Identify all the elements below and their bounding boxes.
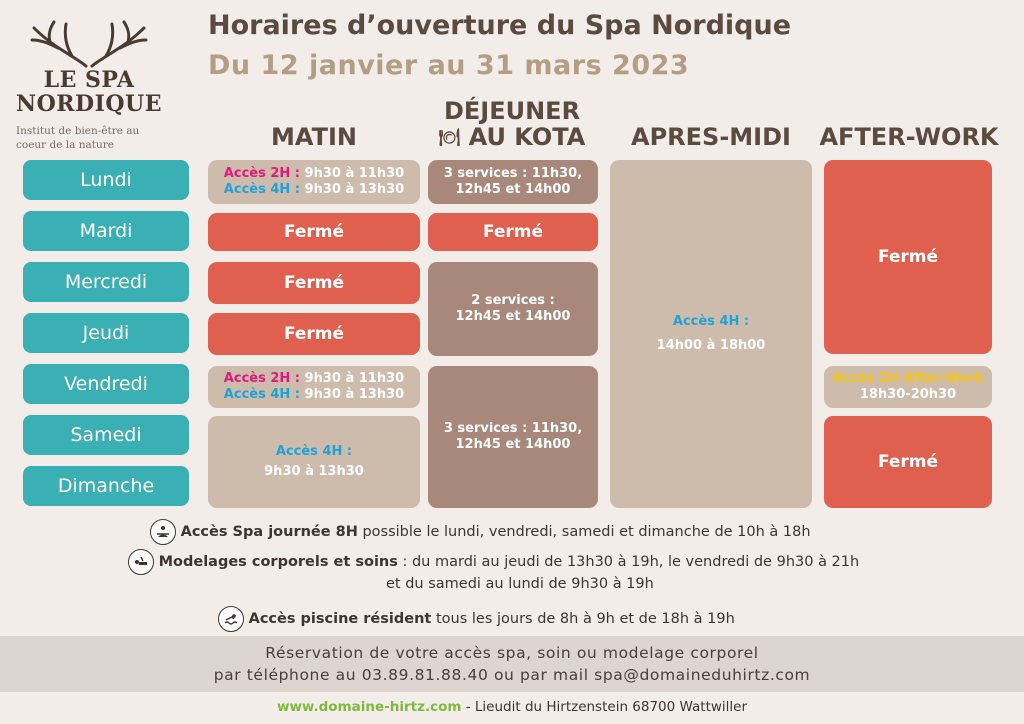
dejeuner-mercredi-jeudi-cell: 2 services : 12h45 et 14h00 <box>428 262 598 356</box>
column-header-matin: MATIN <box>271 123 357 151</box>
day-label-mardi: Mardi <box>23 211 189 251</box>
footer-address: - Lieudit du Hirtzenstein 68700 Wattwiller <box>461 699 748 715</box>
logo-tagline: Institut de bien-être au coeur de la nature <box>16 125 140 151</box>
column-header-dejeuner: DÉJEUNER 🍽 AU KOTA <box>438 97 586 151</box>
meditation-icon <box>150 519 176 545</box>
info-modelages: Modelages corporels et soins : du mardi au jeudi de 13h30 à 19h, le vendredi de 9h30 à 21h <box>128 549 859 575</box>
afterwork-lundi-jeudi-cell: Fermé <box>824 160 992 354</box>
swimming-icon <box>218 606 244 632</box>
dejeuner-vendredi-dimanche-cell: 3 services : 11h30, 12h45 et 14h00 <box>428 366 598 508</box>
apresmidi-cell: Accès 4H : 14h00 à 18h00 <box>610 160 812 508</box>
logo-name: LE SPA NORDIQUE <box>15 67 163 117</box>
dejeuner-mardi-cell: Fermé <box>428 213 598 251</box>
afterwork-vendredi-cell: Accès 2H After-Work 18h30-20h30 <box>824 366 992 408</box>
info-piscine: Accès piscine résident tous les jours de 8h à 9h et de 18h à 19h <box>218 606 735 632</box>
day-label-samedi: Samedi <box>23 415 189 455</box>
day-label-vendredi: Vendredi <box>23 364 189 404</box>
matin-vendredi-cell: Accès 2H : 9h30 à 11h30 Accès 4H : 9h30 à 13h30 <box>208 366 420 408</box>
info-modelages-line2: et du samedi au lundi de 9h30 à 19h <box>386 576 654 592</box>
page-title: Horaires d’ouverture du Spa Nordique <box>208 10 792 41</box>
column-header-afterwork: AFTER-WORK <box>819 123 999 151</box>
matin-jeudi-cell: Fermé <box>208 313 420 355</box>
day-label-lundi: Lundi <box>23 160 189 200</box>
day-label-dimanche: Dimanche <box>23 466 189 506</box>
day-label-jeudi: Jeudi <box>23 313 189 353</box>
dejeuner-lundi-cell: 3 services : 11h30, 12h45 et 14h00 <box>428 160 598 204</box>
info-spa-journee: Accès Spa journée 8H possible le lundi, vendredi, samedi et dimanche de 10h à 18h <box>150 519 811 545</box>
page-subtitle: Du 12 janvier au 31 mars 2023 <box>208 50 690 81</box>
dinner-plate-icon: 🍽 <box>438 128 461 148</box>
antlers-logo-icon <box>14 18 164 68</box>
matin-mardi-cell: Fermé <box>208 213 420 251</box>
day-label-mercredi: Mercredi <box>23 262 189 302</box>
reservation-banner-text: Réservation de votre accès spa, soin ou modelage corporel par téléphone au 03.89.81.88.40 ou par mail spa@domaineduhirtz.com <box>213 644 811 684</box>
website-link[interactable]: www.domaine-hirtz.com <box>276 699 462 715</box>
matin-lundi-cell: Accès 2H : 9h30 à 11h30 Accès 4H : 9h30 à 13h30 <box>208 160 420 204</box>
column-header-apresmidi: APRES-MIDI <box>631 123 791 151</box>
massage-icon <box>128 549 154 575</box>
matin-mercredi-cell: Fermé <box>208 262 420 304</box>
footer <box>0 699 1024 715</box>
afterwork-weekend-cell: Fermé <box>824 416 992 508</box>
matin-weekend-cell: Accès 4H : 9h30 à 13h30 <box>208 416 420 508</box>
